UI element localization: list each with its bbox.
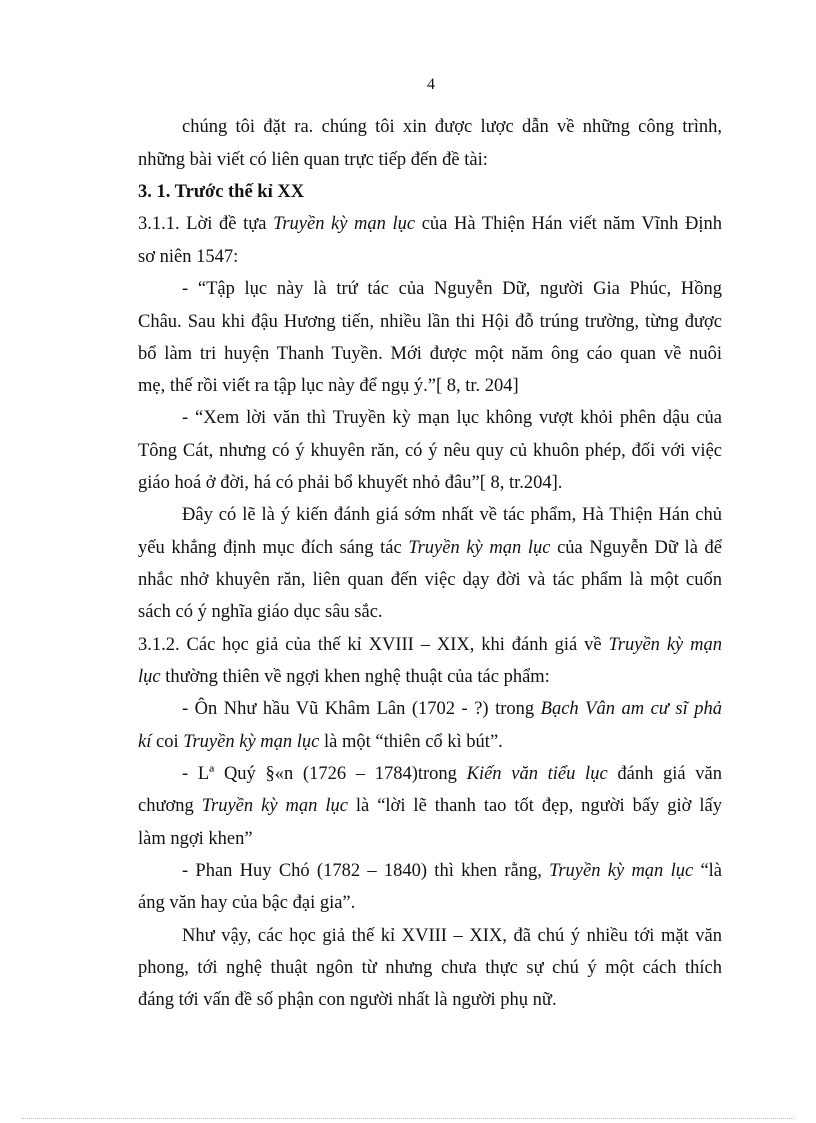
quote-line: bổ làm tri huyện Thanh Tuyền. Mới được một năm ông cáo quan về nuôi	[138, 344, 722, 364]
paragraph-line: Đây có lẽ là ý kiến đánh giá sớm nhất về tác phẩm, Hà Thiện Hán chủ	[182, 505, 722, 525]
quote-line: giáo hoá ở đời, há có phải bổ khuyết nhỏ đâu”[ 8, tr.204].	[138, 473, 563, 493]
paragraph-line: chương Truyền kỳ mạn lục là “lời lẽ thanh tao tốt đẹp, người bấy giờ lấy	[138, 796, 722, 816]
paragraph-line: Như vậy, các học giả thế kỉ XVIII – XIX, đã chú ý nhiều tới mặt văn	[182, 926, 722, 946]
paragraph-line: chúng tôi đặt ra. chúng tôi xin được lược dẫn về những công trình,	[182, 117, 722, 137]
quote-line: - “Xem lời văn thì Truyền kỳ mạn lục không vượt khỏi phên dậu của	[182, 408, 722, 428]
paragraph-line: phong, tới nghệ thuật ngôn từ nhưng chưa thực sự chú ý một cách thích	[138, 958, 722, 978]
paragraph-line: 3.1.2. Các học giả của thế kỉ XVIII – XIX, khi đánh giá về Truyền kỳ mạn	[138, 635, 722, 655]
paragraph-line: - Phan Huy Chó (1782 – 1840) thì khen rằng, Truyền kỳ mạn lục “là	[182, 861, 723, 881]
section-heading: 3. 1. Trước thế kỉ XX	[138, 182, 305, 202]
paragraph-line: những bài viết có liên quan trực tiếp đến đề tài:	[138, 150, 488, 170]
paragraph-line: làm ngợi khen”	[138, 829, 253, 849]
paragraph-line: áng văn hay của bậc đại gia”.	[138, 893, 356, 913]
page-bottom-rule	[22, 1118, 794, 1119]
paragraph-line: sách có ý nghĩa giáo dục sâu sắc.	[138, 602, 383, 622]
page-number: 4	[427, 76, 435, 93]
paragraph-line: 3.1.1. Lời đề tựa Truyền kỳ mạn lục của Hà Thiện Hán viết năm Vĩnh Định	[138, 214, 723, 234]
paragraph-line: lục thường thiên về ngợi khen nghệ thuật của tác phẩm:	[138, 667, 550, 687]
quote-line: - “Tập lục này là trứ tác của Nguyễn Dữ, người Gia Phúc, Hồng	[182, 279, 722, 299]
paragraph-line: sơ niên 1547:	[138, 247, 239, 267]
quote-line: mẹ, thế rồi viết ra tập lục này để ngụ ý.”[ 8, tr. 204]	[138, 376, 519, 396]
quote-line: Châu. Sau khi đậu Hương tiến, nhiều lần thi Hội đỗ trúng trường, từng được	[138, 312, 722, 332]
paragraph-line: kí coi Truyền kỳ mạn lục là một “thiên cổ kì bút”.	[138, 732, 503, 752]
paragraph-line: - Ôn Như hầu Vũ Khâm Lân (1702 - ?) trong Bạch Vân am cư sĩ phả	[182, 699, 722, 719]
paragraph-line: - Lª Quý §«n (1726 – 1784)trong Kiến văn tiểu lục đánh giá văn	[182, 764, 723, 784]
paragraph-line: nhắc nhở khuyên răn, liên quan đến việc dạy đời và tác phẩm là một cuốn	[138, 570, 722, 590]
paragraph-line: yếu khẳng định mục đích sáng tác Truyền kỳ mạn lục của Nguyễn Dữ là để	[138, 538, 722, 558]
paragraph-line: đáng tới vấn đề số phận con người nhất là người phụ nữ.	[138, 990, 557, 1010]
quote-line: Tông Cát, nhưng có ý khuyên răn, có ý nêu quy củ khuôn phép, đối với việc	[138, 441, 722, 461]
